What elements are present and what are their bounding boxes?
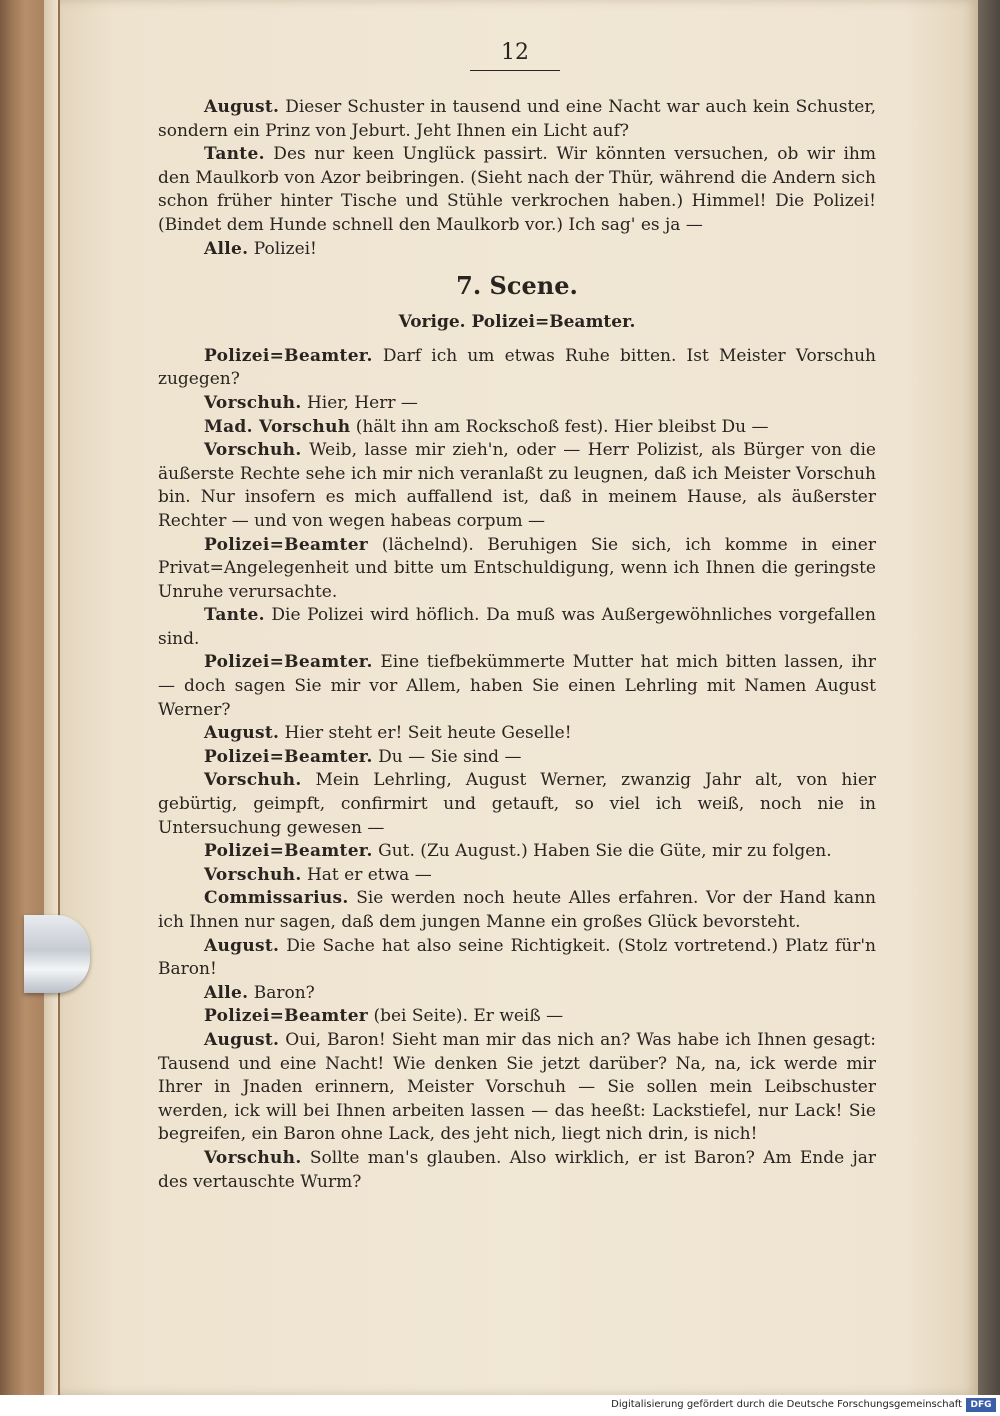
dialogue-line [158, 1029, 876, 1147]
speech: Dieser Schuster in tausend und eine Nacht war auch kein Schuster, sondern ein Prinz von Jeburt. Jeht Ihnen ein Licht auf? [158, 97, 876, 141]
speaker: August. [204, 97, 280, 117]
speaker: Polizei=Beamter [204, 1006, 369, 1027]
dialogue-line [158, 439, 876, 533]
speaker: Vorschuh. [204, 770, 302, 791]
speech: Hat er etwa — [301, 864, 432, 885]
speaker: Vorschuh. [204, 392, 302, 413]
scene-persons: Vorige. Polizei=Beamter. [398, 312, 636, 333]
dialogue-line [158, 982, 876, 1006]
speaker: Tante. [204, 144, 265, 165]
speech: Hier steht er! Seit heute Geselle! [279, 723, 572, 744]
speech: (bei Seite). Er weiß — [368, 1006, 564, 1027]
speech: Mein Lehrling, August Werner, zwanzig Jahr alt, von hier gebürtig, geimpft, confirmirt und getauft, so viel ich weiß, noch nie in Untersuchung gewesen — [158, 770, 876, 838]
dialogue-line [158, 1005, 876, 1029]
speaker: Tante. [204, 605, 265, 626]
scan-footer [0, 1395, 1000, 1416]
speech: (lächelnd). Beruhigen Sie sich, ich komme in einer Privat=Angelegenheit und bitte um Entschuldigung, wenn ich Ihnen die geringste Unruhe verursachte. [158, 534, 876, 602]
speaker: Polizei=Beamter [204, 534, 369, 555]
book-cover-edge [0, 0, 64, 1395]
speech: Hier, Herr — [301, 392, 418, 413]
dialogue-line [158, 238, 876, 262]
dialogue-line [158, 1147, 876, 1194]
speech: Weib, lasse mir zieh'n, oder — Herr Polizist, als Bürger von die äußerste Rechte sehe ich mir nich veranlaßt zu leugnen, daß ich Meister Vorschuh bin. Nur insofern es mich auffallend ist, daß in meinem Hause, als äußerster Rechter — und von wegen habeas corpum — [158, 440, 876, 531]
speech: (hält ihn am Rockschoß fest). Hier bleibst Du — [350, 416, 769, 437]
dialogue-line [158, 651, 876, 722]
speaker: Vorschuh. [204, 440, 302, 461]
speaker: Polizei=Beamter. [204, 746, 373, 767]
speaker: Alle. [204, 238, 249, 259]
dialogue-line [158, 345, 876, 392]
speaker: Polizei=Beamter. [204, 841, 373, 862]
page-number: 12 [501, 40, 529, 65]
dialogue-line [158, 840, 876, 864]
page-text [158, 96, 876, 1194]
funding-note: Digitalisierung gefördert durch die Deutsche Forschungsgemeinschaft [611, 1399, 962, 1410]
speech: Baron? [248, 982, 315, 1003]
speaker: Polizei=Beamter. [204, 652, 373, 673]
dialogue-line [158, 864, 876, 888]
speech: Sollte man's glauben. Also wirklich, er ist Baron? Am Ende jar des vertauschte Wurm? [158, 1147, 876, 1192]
speaker: August. [204, 935, 280, 956]
dialogue-line [158, 887, 876, 934]
dialogue-line [158, 96, 876, 143]
speech: Polizei! [248, 238, 317, 259]
dialogue-line [158, 722, 876, 746]
page-clip [24, 915, 90, 993]
dialogue-line [158, 746, 876, 770]
speech: Die Sache hat also seine Richtigkeit. (Stolz vortretend.) Platz für'n Baron! [158, 935, 876, 980]
header-rule [470, 70, 560, 71]
speaker: Mad. Vorschuh [204, 416, 351, 437]
dfg-logo: DFG [966, 1398, 996, 1412]
dialogue-line [158, 769, 876, 840]
scene-title: 7. Scene. [456, 271, 578, 301]
dialogue-line [158, 416, 876, 440]
speaker: Alle. [204, 982, 249, 1003]
speaker: Polizei=Beamter. [204, 345, 373, 366]
dialogue-line [158, 143, 876, 237]
dialogue-line [158, 604, 876, 651]
speaker: Commissarius. [204, 888, 349, 909]
speaker: August. [204, 1029, 280, 1050]
dialogue-line [158, 534, 876, 605]
speech: Des nur keen Unglück passirt. Wir könnten versuchen, ob wir ihm den Maulkorb von Azor beibringen. (Sieht nach der Thür, während die Andern sich schon früher hinter Tische und Stühle verkrochen haben.) Himmel! Die Polizei! (Bindet dem Hunde schnell den Maulkorb vor.) Ich sag' es ja — [158, 144, 876, 235]
speaker: Vorschuh. [204, 864, 302, 885]
scan-background [978, 0, 1000, 1395]
dialogue-line [158, 392, 876, 416]
speech: Darf ich um etwas Ruhe bitten. Ist Meister Vorschuh zugegen? [158, 345, 876, 390]
speech: Gut. (Zu August.) Haben Sie die Güte, mir zu folgen. [372, 841, 832, 862]
speech: Eine tiefbekümmerte Mutter hat mich bitten lassen, ihr — doch sagen Sie mir vor Allem, haben Sie einen Lehrling mit Namen August Werner? [158, 652, 876, 720]
speaker: Vorschuh. [204, 1147, 302, 1168]
speech: Oui, Baron! Sieht man mir das nich an? Was habe ich Ihnen gesagt: Tausend und eine Nacht! Wie denken Sie jetzt darüber? Na, na, ick werde mir Ihrer in Jnaden erinnern, Meister Vorschuh — Sie sollen mein Leibschuster werden, ick will bei Ihnen arbeiten lassen — das heeßt: Lackstiefel, nur Lack! Sie begreifen, ein Baron ohne Lack, des jeht nich, liegt nich drin, is nich! [158, 1029, 876, 1145]
speech: Die Polizei wird höflich. Da muß was Außergewöhnliches vorgefallen sind. [158, 605, 876, 649]
speech: Sie werden noch heute Alles erfahren. Vor der Hand kann ich Ihnen nur sagen, daß dem jungen Manne ein großes Glück bevorsteht. [158, 888, 876, 932]
dialogue-line [158, 935, 876, 982]
speaker: August. [204, 723, 280, 744]
speech: Du — Sie sind — [372, 746, 522, 767]
